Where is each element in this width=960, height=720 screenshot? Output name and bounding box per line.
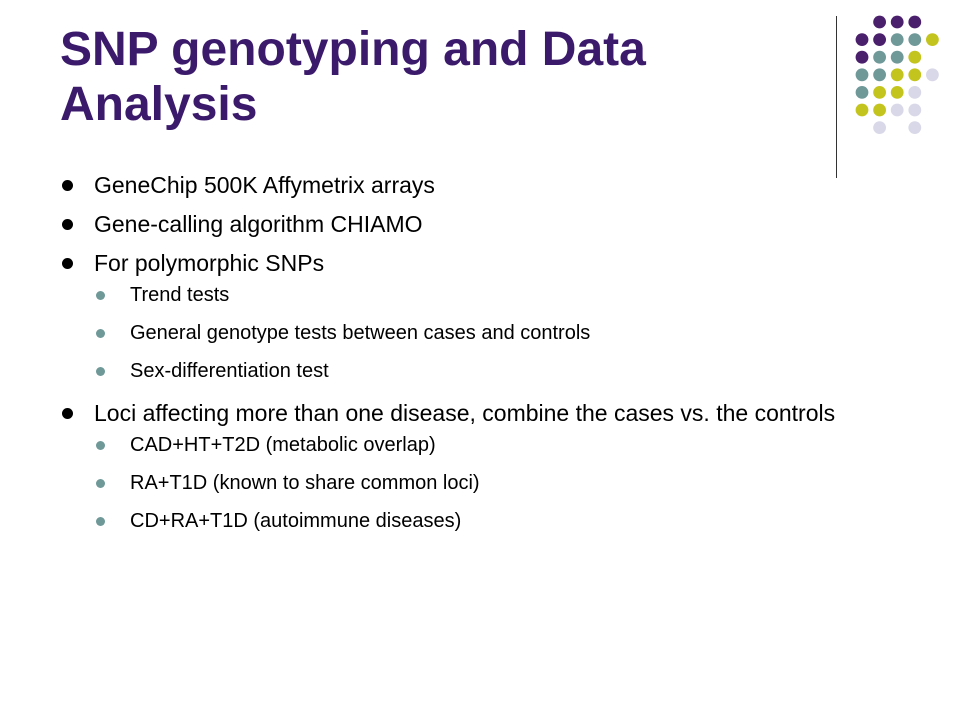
bullet-item: [60, 246, 900, 384]
bullet-text: Loci affecting more than one disease, combine the cases vs. the controls: [94, 400, 836, 426]
sub-bullet-item: [94, 508, 900, 534]
sub-bullet-text: CAD+HT+T2D (metabolic overlap): [130, 434, 436, 456]
decorative-dot-olive: [908, 68, 921, 81]
decorative-dot-olive: [856, 104, 869, 117]
decorative-dot-olive: [926, 33, 939, 46]
decorative-dot-purple: [856, 33, 869, 46]
decorative-dot-teal: [891, 51, 904, 64]
decorative-dot-teal: [873, 51, 886, 64]
decorative-dot-purple: [908, 16, 921, 29]
bullet-dot-icon: [62, 408, 73, 419]
sub-bullet-item: [94, 470, 900, 496]
sub-bullet-text: General genotype tests between cases and controls: [130, 322, 591, 344]
decorative-dot-teal: [908, 33, 921, 46]
sub-bullet-item: [94, 320, 900, 346]
decorative-dot-teal: [856, 86, 869, 99]
bullet-text: For polymorphic SNPs: [94, 250, 325, 276]
decorative-dot-olive: [873, 104, 886, 117]
decorative-dot-teal: [873, 68, 886, 81]
sub-bullet-list: [94, 432, 900, 534]
sub-bullet-dot-icon: [96, 329, 105, 338]
decorative-dot-lavender: [908, 121, 921, 134]
sub-bullet-dot-icon: [96, 367, 105, 376]
bullet-item: [60, 168, 900, 202]
decorative-dot-lavender: [873, 121, 886, 134]
bullet-dot-icon: [62, 258, 73, 269]
sub-bullet-item: [94, 282, 900, 308]
sub-bullet-dot-icon: [96, 441, 105, 450]
sub-bullet-text: CD+RA+T1D (autoimmune diseases): [130, 510, 462, 532]
decorative-dot-lavender: [891, 104, 904, 117]
decorative-dot-purple: [873, 33, 886, 46]
bullet-item: [60, 396, 900, 534]
decorative-dot-purple: [873, 16, 886, 29]
sub-bullet-item: [94, 358, 900, 384]
decorative-dot-lavender: [908, 104, 921, 117]
bullet-text: Gene-calling algorithm CHIAMO: [94, 211, 423, 237]
slide-title: SNP genotyping and Data Analysis: [60, 23, 646, 131]
bullet-list: [60, 168, 900, 546]
sub-bullet-dot-icon: [96, 479, 105, 488]
decorative-dot-olive: [891, 86, 904, 99]
decorative-dot-lavender: [908, 86, 921, 99]
decorative-dot-purple: [856, 51, 869, 64]
decorative-dot-teal: [891, 33, 904, 46]
sub-bullet-list: [94, 282, 900, 384]
sub-bullet-dot-icon: [96, 291, 105, 300]
sub-bullet-item: [94, 432, 900, 458]
bullet-text: GeneChip 500K Affymetrix arrays: [94, 172, 435, 198]
bullet-dot-icon: [62, 180, 73, 191]
sub-bullet-text: Sex-differentiation test: [130, 360, 329, 382]
bullet-item: [60, 207, 900, 241]
sub-bullet-text: RA+T1D (known to share common loci): [130, 472, 480, 494]
decorative-dot-teal: [856, 68, 869, 81]
decorative-dot-olive: [908, 51, 921, 64]
bullet-dot-icon: [62, 219, 73, 230]
decorative-dot-olive: [873, 86, 886, 99]
decorative-dot-purple: [891, 16, 904, 29]
decorative-dot-olive: [891, 68, 904, 81]
vertical-divider: [836, 16, 837, 178]
decorative-dot-lavender: [926, 68, 939, 81]
sub-bullet-dot-icon: [96, 517, 105, 526]
sub-bullet-text: Trend tests: [130, 284, 230, 306]
